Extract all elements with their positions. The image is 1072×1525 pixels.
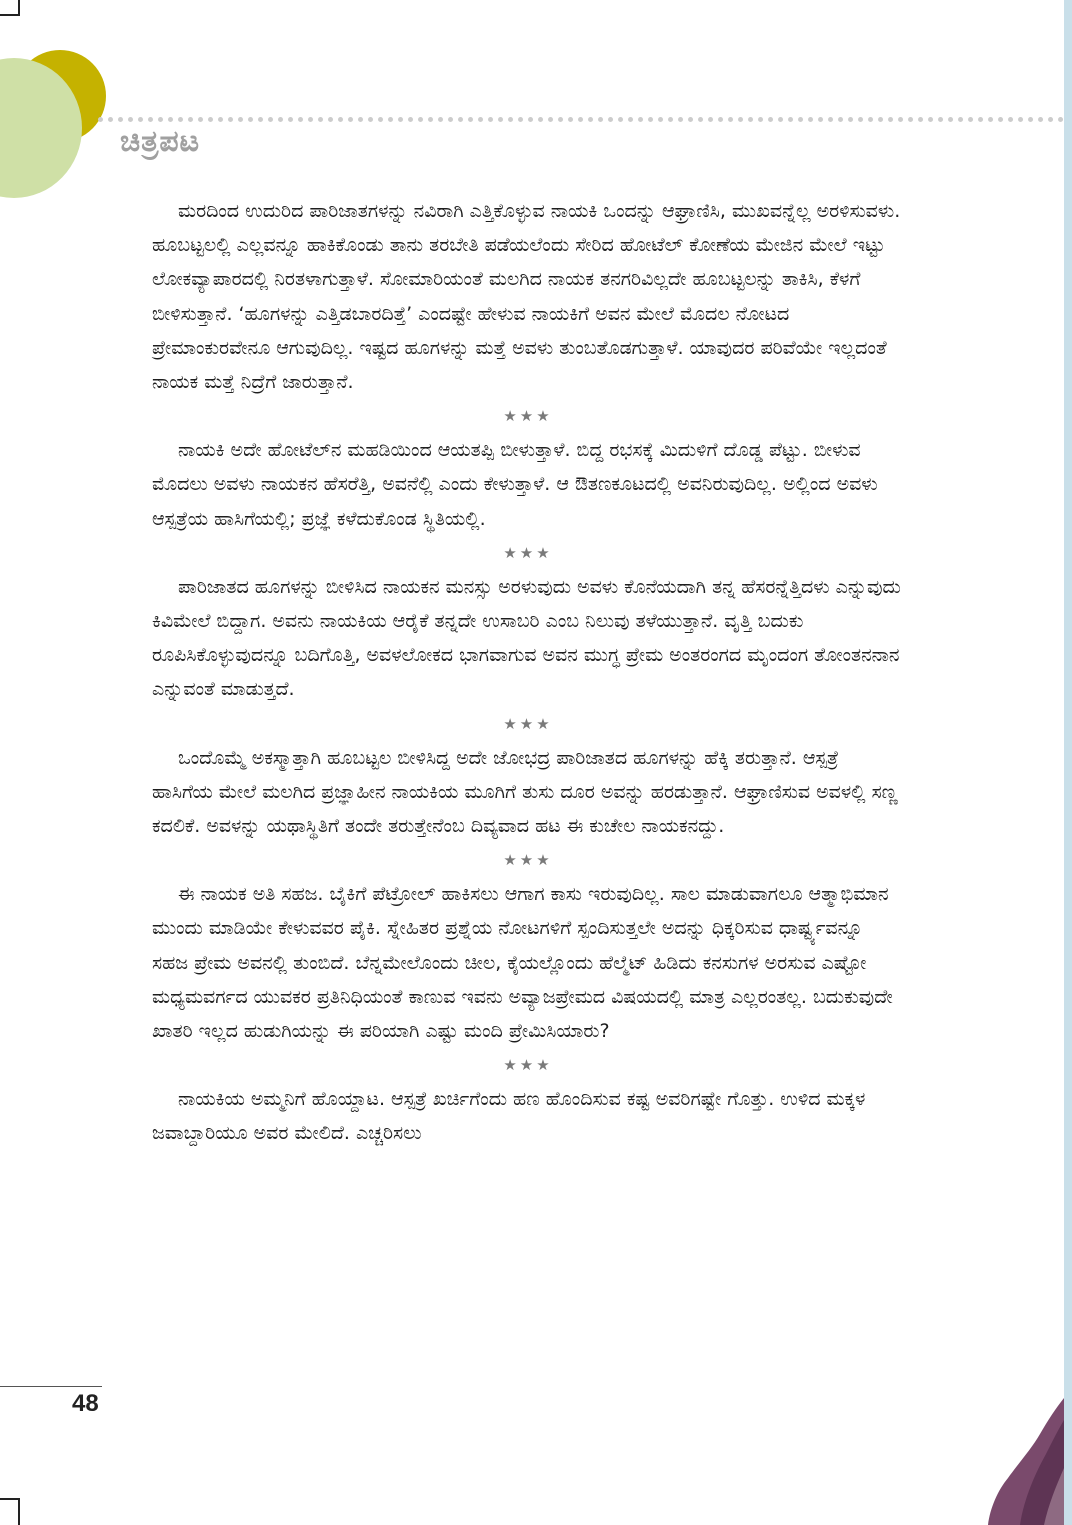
- section-separator: ★★★: [503, 714, 553, 733]
- article-paragraph: ಒಂದೊಮ್ಮೆ ಅಕಸ್ಮಾತ್ತಾಗಿ ಹೂಬಟ್ಟಲ ಬೀಳಿಸಿದ್ದ ಅದೇ ಜೋಭದ್ರ ಪಾರಿಜಾತದ ಹೂಗಳನ್ನು ಹೆಕ್ಕಿ ತರುತ್ತಾನೆ. ಆಸ್ಪತ್ರೆ ಹಾಸಿಗೆಯ ಮೇಲೆ ಮಲಗಿದ ಪ್ರಜ್ಞಾಹೀನ ನಾಯಕಿಯ ಮೂಗಿಗೆ ತುಸು ದೂರ ಅವನ್ನು ಹರಡುತ್ತಾನೆ. ಆಘ್ರಾಣಿಸುವ ಅವಳಲ್ಲಿ ಸಣ್ಣ ಕದಲಿಕೆ. ಅವಳನ್ನು ಯಥಾಸ್ಥಿತಿಗೆ ತಂದೇ ತರುತ್ತೇನೆಂಬ ದಿವ್ಯವಾದ ಹಟ ಈ ಕುಚೇಲ ನಾಯಕನದ್ದು.: [152, 746, 898, 838]
- header-dotted-rule: [98, 117, 1064, 122]
- crop-mark-bottom-left-h: [0, 1498, 20, 1500]
- article-paragraph: ಮರದಿಂದ ಉದುರಿದ ಪಾರಿಜಾತಗಳನ್ನು ನವಿರಾಗಿ ಎತ್ತಿಕೊಳ್ಳುವ ನಾಯಕಿ ಒಂದನ್ನು ಆಘ್ರಾಣಿಸಿ, ಮುಖವನ್ನೆಲ್ಲ ಅರಳಿಸುವಳು. ಹೂಬಟ್ಟಲಲ್ಲಿ ಎಲ್ಲವನ್ನೂ ಹಾಕಿಕೊಂಡು ತಾನು ತರಬೇತಿ ಪಡೆಯಲೆಂದು ಸೇರಿದ ಹೋಟೆಲ್ ಕೋಣೆಯ ಮೇಜಿನ ಮೇಲೆ ಇಟ್ಟು ಲೋಕವ್ಯಾಪಾರದಲ್ಲಿ ನಿರತಳಾಗುತ್ತಾಳೆ. ಸೋಮಾರಿಯಂತೆ ಮಲಗಿದ ನಾಯಕ ತನಗರಿವಿಲ್ಲದೇ ಹೂಬಟ್ಟಲನ್ನು ತಾಕಿಸಿ, ಕೆಳಗೆ ಬೀಳಿಸುತ್ತಾನೆ. ‘ಹೂಗಳನ್ನು ಎತ್ತಿಡಬಾರದಿತ್ತೆ’ ಎಂದಷ್ಟೇ ಹೇಳುವ ನಾಯಕಿಗೆ ಅವನ ಮೇಲೆ ಮೊದಲ ನೋಟದ ಪ್ರೇಮಾಂಕುರವೇನೂ ಆಗುವುದಿಲ್ಲ. ಇಷ್ಟದ ಹೂಗಳನ್ನು ಮತ್ತೆ ಅವಳು ತುಂಬತೊಡಗುತ್ತಾಳೆ. ಯಾವುದರ ಪರಿವೆಯೇ ಇಲ್ಲದಂತೆ ನಾಯಕ ಮತ್ತೆ ನಿದ್ರೆಗೆ ಜಾರುತ್ತಾನೆ.: [152, 200, 901, 394]
- crop-mark-top-left: [18, 0, 20, 14]
- article-paragraph: ನಾಯಕಿಯ ಅಮ್ಮನಿಗೆ ಹೊಯ್ದಾಟ. ಆಸ್ಪತ್ರೆ ಖರ್ಚಿಗೆಂದು ಹಣ ಹೊಂದಿಸುವ ಕಷ್ಟ ಅವರಿಗಷ್ಟೇ ಗೊತ್ತು. ಉಳಿದ ಮಕ್ಕಳ ಜವಾಬ್ದಾರಿಯೂ ಅವರ ಮೇಲಿದೆ. ಎಚ್ಚರಿಸಲು: [152, 1088, 866, 1145]
- page-number: 48: [72, 1390, 99, 1417]
- section-separator: ★★★: [503, 543, 553, 562]
- section-separator: ★★★: [503, 1056, 553, 1075]
- article-paragraph: ಪಾರಿಜಾತದ ಹೂಗಳನ್ನು ಬೀಳಿಸಿದ ನಾಯಕನ ಮನಸ್ಸು ಅರಳುವುದು ಅವಳು ಕೊನೆಯದಾಗಿ ತನ್ನ ಹೆಸರನ್ನೆತ್ತಿದಳು ಎನ್ನುವುದು ಕಿವಿಮೇಲೆ ಬಿದ್ದಾಗ. ಅವನು ನಾಯಕಿಯ ಆರೈಕೆ ತನ್ನದೇ ಉಸಾಬರಿ ಎಂಬ ನಿಲುವು ತಳೆಯುತ್ತಾನೆ. ವೃತ್ತಿ ಬದುಕು ರೂಪಿಸಿಕೊಳ್ಳುವುದನ್ನೂ ಬದಿಗೊತ್ತಿ, ಅವಳಲೋಕದ ಭಾಗವಾಗುವ ಅವನ ಮುಗ್ಧ ಪ್ರೇಮ ಅಂತರಂಗದ ಮೃಂದಂಗ ತೋಂತನನಾನ ಎನ್ನುವಂತೆ ಮಾಡುತ್ತದೆ.: [152, 575, 901, 701]
- section-title: ಚಿತ್ರಪಟ: [120, 124, 201, 159]
- footer-rule: [0, 1386, 102, 1387]
- section-separator: ★★★: [503, 407, 553, 426]
- corner-photo-fragment: [980, 1398, 1064, 1525]
- crop-mark-bottom-left: [18, 1500, 20, 1525]
- article-paragraph: ಈ ನಾಯಕ ಅತಿ ಸಹಜ. ಬೈಕಿಗೆ ಪೆಟ್ರೋಲ್ ಹಾಕಿಸಲು ಆಗಾಗ ಕಾಸು ಇರುವುದಿಲ್ಲ. ಸಾಲ ಮಾಡುವಾಗಲೂ ಆತ್ಮಾಭಿಮಾನ ಮುಂದು ಮಾಡಿಯೇ ಕೇಳುವವರ ಪೈಕಿ. ಸ್ನೇಹಿತರ ಪ್ರಶ್ನೆಯ ನೋಟಗಳಿಗೆ ಸ್ಪಂದಿಸುತ್ತಲೇ ಅದನ್ನು ಧಿಕ್ಕರಿಸುವ ಧಾರ್ಷ್ಟ್ಯವನ್ನೂ ಸಹಜ ಪ್ರೇಮ ಅವನಲ್ಲಿ ತುಂಬಿದೆ. ಬೆನ್ನಮೇಲೊಂದು ಚೀಲ, ಕೈಯಲ್ಲೊಂದು ಹೆಲ್ಮೆಟ್ ಹಿಡಿದು ಕನಸುಗಳ ಅರಸುವ ಎಷ್ಟೋ ಮಧ್ಯಮವರ್ಗದ ಯುವಕರ ಪ್ರತಿನಿಧಿಯಂತೆ ಕಾಣುವ ಇವನು ಅವ್ಯಾಜಪ್ರೇಮದ ವಿಷಯದಲ್ಲಿ ಮಾತ್ರ ಎಲ್ಲರಂತಲ್ಲ. ಬದುಕುವುದೇ ಖಾತರಿ ಇಲ್ಲದ ಹುಡುಗಿಯನ್ನು ಈ ಪರಿಯಾಗಿ ಎಷ್ಟು ಮಂದಿ ಪ್ರೇಮಿಸಿಯಾರು?: [152, 883, 893, 1043]
- crop-mark-top-left-h: [0, 14, 20, 16]
- page-edge-strip: [1064, 0, 1072, 1525]
- article-paragraph: ನಾಯಕಿ ಅದೇ ಹೋಟೆಲ್‌ನ ಮಹಡಿಯಿಂದ ಆಯತಪ್ಪಿ ಬೀಳುತ್ತಾಳೆ. ಬಿದ್ದ ರಭಸಕ್ಕೆ ಮಿದುಳಿಗೆ ದೊಡ್ಡ ಪೆಟ್ಟು. ಬೀಳುವ ಮೊದಲು ಅವಳು ನಾಯಕನ ಹೆಸರೆತ್ತಿ, ಅವನೆಲ್ಲಿ ಎಂದು ಕೇಳುತ್ತಾಳೆ. ಆ ಔತಣಕೂಟದಲ್ಲಿ ಅವನಿರುವುದಿಲ್ಲ. ಅಲ್ಲಿಂದ ಅವಳು ಆಸ್ಪತ್ರೆಯ ಹಾಸಿಗೆಯಲ್ಲಿ; ಪ್ರಜ್ಞೆ ಕಳೆದುಕೊಂಡ ಸ್ಥಿತಿಯಲ್ಲಿ.: [152, 439, 878, 530]
- section-separator: ★★★: [503, 851, 553, 870]
- article-body: [152, 194, 904, 1151]
